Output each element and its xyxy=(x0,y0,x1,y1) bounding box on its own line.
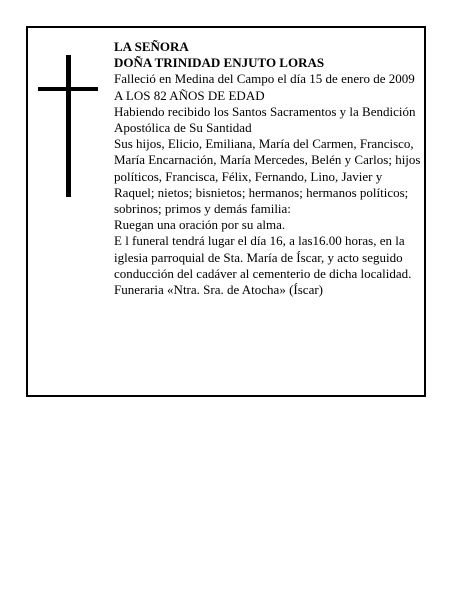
sacraments-line: Habiendo recibido los Santos Sacramentos y la Bendición Apostólica de Su Santidad xyxy=(114,103,416,136)
obituary-notice xyxy=(26,26,426,397)
prayer-request: Ruegan una oración por su alma. xyxy=(114,217,286,233)
funeral-home: Funeraria «Ntra. Sra. de Atocha» (Íscar) xyxy=(114,282,323,298)
family-list: Sus hijos, Elicio, Emiliana, María del Carmen, Francisco, María Encarnación, María Mercedes, Belén y Carlos; hijos políticos, Francisca, Félix, Fernando, Lino, Javier y Raquel; nietos; bisnietos; hermanos; hermanos políticos; sobrinos; primos y demás familia: xyxy=(114,136,421,217)
honorific-line: LA SEÑORA xyxy=(114,39,189,54)
latin-cross-icon xyxy=(38,55,98,197)
age-line: A LOS 82 AÑOS DE EDAD xyxy=(114,87,265,103)
deceased-name: DOÑA TRINIDAD ENJUTO LORAS xyxy=(114,55,325,71)
notice-text xyxy=(114,39,424,298)
funeral-details: E l funeral tendrá lugar el día 16, a las16.00 horas, en la iglesia parroquial de Sta. María de Íscar, y acto seguido conducción del cadáver al cementerio de dicha localidad. xyxy=(114,233,412,281)
cross-horizontal-bar xyxy=(38,87,98,91)
death-statement: Falleció en Medina del Campo el día 15 de enero de 2009 xyxy=(114,71,415,87)
cross-vertical-bar xyxy=(66,55,71,197)
